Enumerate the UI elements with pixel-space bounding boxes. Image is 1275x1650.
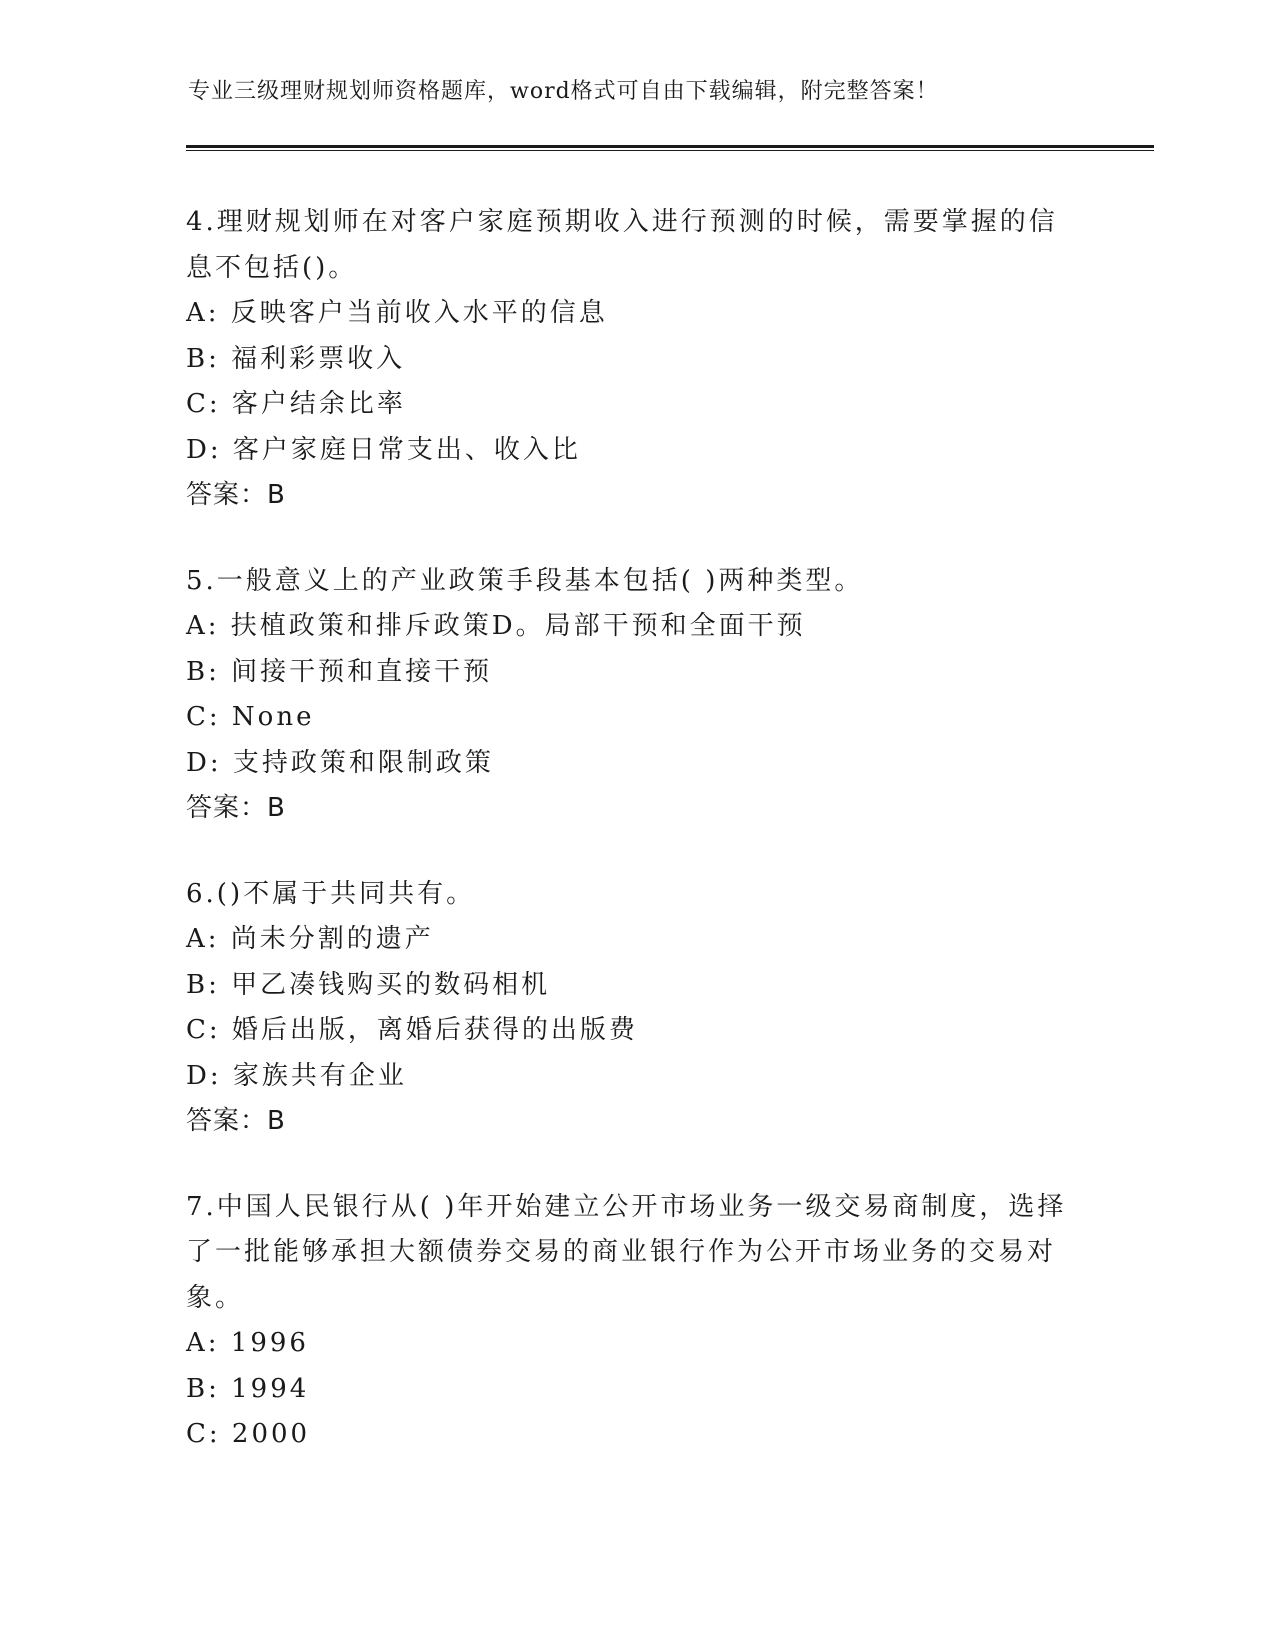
question-stem-line: 5.一般意义上的产业政策手段基本包括( )两种类型。 bbox=[186, 565, 864, 596]
option-b: B: 福利彩票收入 bbox=[186, 343, 406, 374]
question-stem-line: 了一批能够承担大额债券交易的商业银行作为公开市场业务的交易对 bbox=[186, 1237, 1057, 1267]
question-stem-line: 象。 bbox=[186, 1282, 245, 1313]
option-d: D: 客户家庭日常支出、收入比 bbox=[186, 434, 581, 465]
question-5 bbox=[186, 559, 1086, 832]
option-b: B: 甲乙凑钱购买的数码相机 bbox=[186, 969, 551, 1000]
page-header: 专业三级理财规划师资格题库，word格式可自由下载编辑，附完整答案！ bbox=[188, 79, 939, 104]
option-b: B: 间接干预和直接干预 bbox=[186, 656, 493, 687]
option-a: A: 反映客户当前收入水平的信息 bbox=[186, 298, 608, 328]
question-stem-line: 4.理财规划师在对客户家庭预期收入进行预测的时候，需要掌握的信 bbox=[186, 207, 1058, 237]
question-stem-line: 6.()不属于共同共有。 bbox=[186, 878, 476, 909]
option-a: A: 1996 bbox=[186, 1328, 309, 1358]
option-c: C: None bbox=[186, 702, 315, 732]
answer-label: 答案：B bbox=[186, 480, 286, 510]
option-c: C: 客户结余比率 bbox=[186, 389, 406, 419]
question-stem-line: 7.中国人民银行从( )年开始建立公开市场业务一级交易商制度，选择 bbox=[186, 1191, 1067, 1222]
question-6 bbox=[186, 872, 1086, 1145]
header-rule-thin bbox=[186, 150, 1154, 151]
question-7 bbox=[186, 1185, 1086, 1458]
question-list bbox=[186, 200, 1086, 1498]
header-rule-thick bbox=[186, 145, 1154, 148]
option-c: C: 2000 bbox=[186, 1419, 311, 1449]
answer-label: 答案：B bbox=[186, 1106, 286, 1136]
option-d: D: 家族共有企业 bbox=[186, 1060, 407, 1091]
option-c: C: 婚后出版，离婚后获得的出版费 bbox=[186, 1015, 638, 1045]
answer-label: 答案：B bbox=[186, 793, 286, 823]
option-d: D: 支持政策和限制政策 bbox=[186, 747, 494, 778]
option-b: B: 1994 bbox=[186, 1373, 310, 1404]
question-4 bbox=[186, 200, 1086, 519]
option-a: A: 尚未分割的遗产 bbox=[186, 924, 434, 954]
option-a: A: 扶植政策和排斥政策D。局部干预和全面干预 bbox=[186, 611, 806, 641]
question-stem-line: 息不包括()。 bbox=[186, 252, 358, 283]
